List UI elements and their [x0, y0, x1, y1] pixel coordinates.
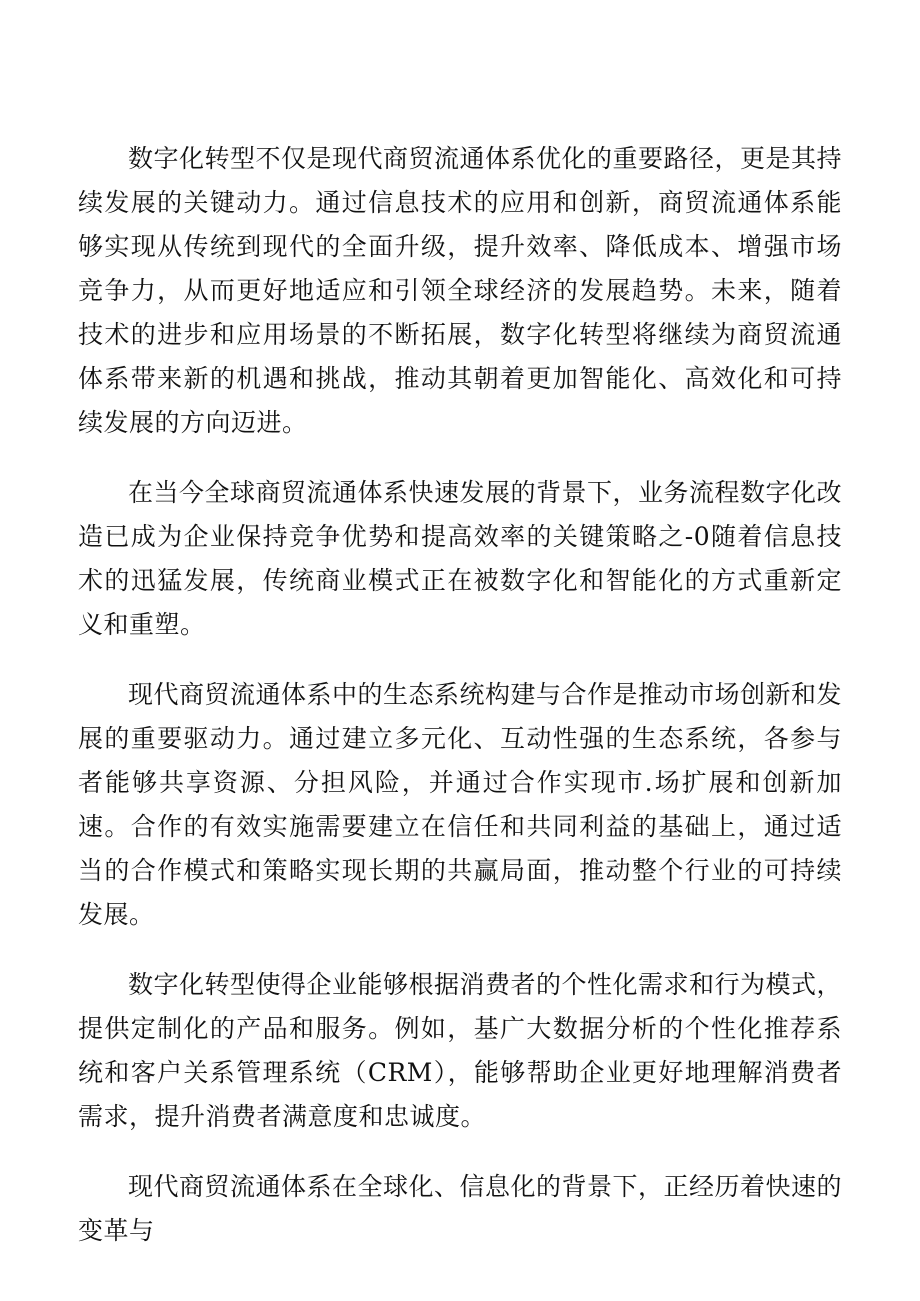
document-body — [78, 137, 842, 1253]
paragraph-2: 在当今全球商贸流通体系快速发展的背景下，业务流程数字化改造已成为企业保持竞争优势和提高效率的关键策略之-0随着信息技术的迅猛发展，传统商业模式正在被数字化和智能化的方式重新定义和重塑。 — [78, 478, 843, 639]
paragraph-1: 数字化转型不仅是现代商贸流通体系优化的重要路径，更是其持续发展的关键动力。通过信息技术的应用和创新，商贸流通体系能够实现从传统到现代的全面升级，提升效率、降低成本、增强市场竞争力，从而更好地适应和引领全球经济的发展趋势。未来，随着技术的进步和应用场景的不断拓展，数字化转型将继续为商贸流通体系带来新的机遇和挑战，推动其朝着更加智能化、高效化和可持续发展的方向迈进。 — [78, 144, 843, 437]
paragraph-4: 数字化转型使得企业能够根据消费者的个性化需求和行为模式，提供定制化的产品和服务。例如，基广大数据分析的个性化推荐系统和客户关系管理系统（CRM），能够帮助企业更好地理解消费者需求，提升消费者满意度和忠诚度。 — [78, 970, 843, 1131]
paragraph-5: 现代商贸流通体系在全球化、信息化的背景下，正经历着快速的变革与 — [78, 1172, 843, 1245]
paragraph-3: 现代商贸流通体系中的生态系统构建与合作是推动市场创新和发展的重要驱动力。通过建立多元化、互动性强的生态系统，各参与者能够共享资源、分担风险，并通过合作实现市.场扩展和创新加速。合作的有效实施需要建立在信任和共同利益的基础上，通过适当的合作模式和策略实现长期的共赢局面，推动整个行业的可持续发展。 — [78, 680, 843, 929]
